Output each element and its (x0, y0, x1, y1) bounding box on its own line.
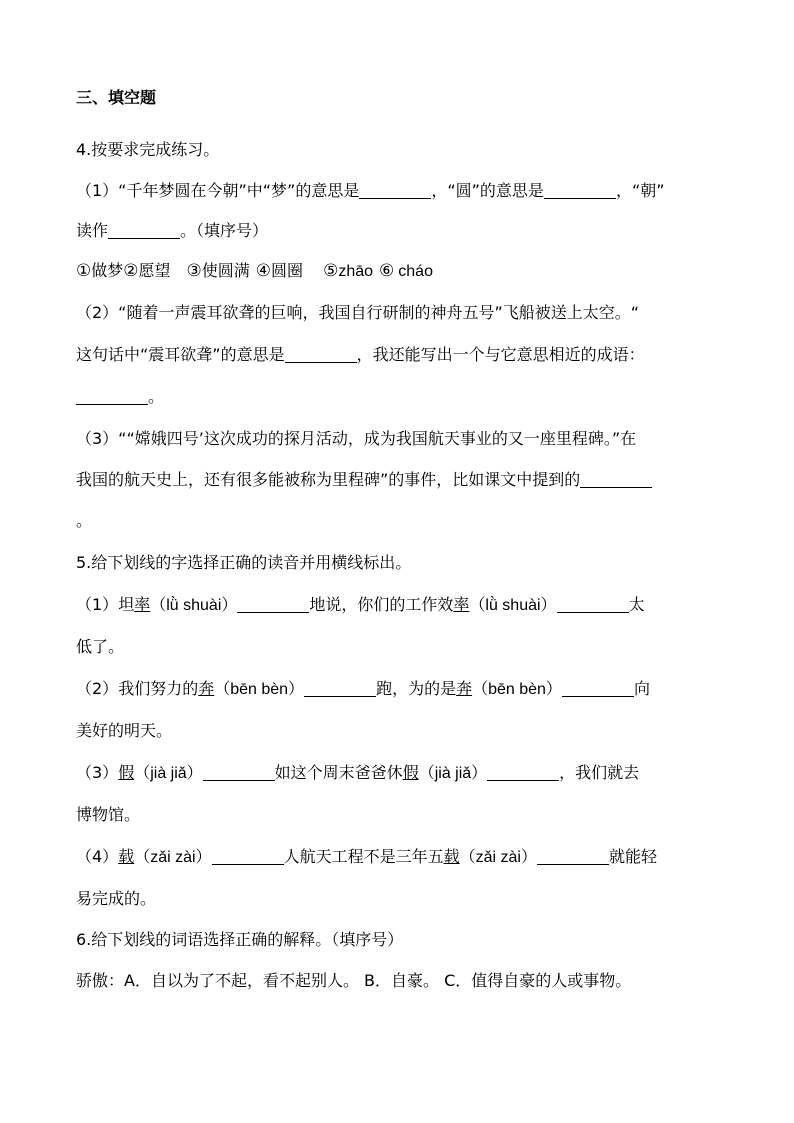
answer-blank[interactable] (212, 848, 284, 865)
option-number: ⑤ (323, 261, 339, 281)
item-text: 跑，为的是 (376, 679, 457, 698)
q5-item2-line2: 美好的明天。 (76, 721, 173, 740)
q4-part2-line1: （2）“随着一声震耳欲聋的巨响，我国自行研制的神舟五号”飞船被送上太空。“ (76, 303, 640, 322)
q4-part1-text-c: ，“朝” (615, 181, 665, 200)
answer-blank[interactable] (580, 471, 652, 488)
q5-item4-line1 (76, 846, 736, 869)
q6-title: 6.给下划线的词语选择正确的解释。（填序号） (76, 930, 404, 949)
underlined-char: 奔 (456, 679, 473, 698)
underlined-char: 率 (134, 595, 151, 614)
q4-part2-line3 (76, 386, 736, 408)
section-title: 三、填空题 (76, 88, 157, 107)
q5-item2-line1 (76, 678, 736, 701)
item-text: 就能轻 (608, 847, 657, 866)
option-number: ⑥ (379, 261, 395, 281)
q4-part3-line1: （3）““嫦娥四号’这次成功的探月活动，成为我国航天事业的又一座里程碑。”在 (76, 429, 637, 448)
underlined-char: 假 (118, 763, 135, 782)
q5-item3-line2: 博物馆。 (76, 805, 141, 824)
answer-blank[interactable] (76, 388, 148, 405)
answer-blank[interactable] (544, 182, 616, 199)
q4-part1-text-e: 。（填序号） (180, 221, 269, 240)
option-text: zhāo (338, 263, 374, 280)
item-label: （2） (76, 679, 119, 698)
item-text: 人航天工程不是三年五 (283, 847, 444, 866)
q4-part1-text-b: ，“圆”的意思是 (431, 181, 544, 200)
underlined-char: 奔 (198, 679, 215, 698)
q4-part1-text-a: （1）“千年梦圆在今朝”中“梦”的意思是 (76, 181, 360, 200)
answer-blank[interactable] (285, 346, 357, 363)
item-label: （1） (76, 595, 119, 614)
pinyin-choice[interactable]: （zǎi zài） (134, 849, 212, 866)
pinyin-choice[interactable]: （jià jiǎ） (418, 765, 488, 782)
option-number: ④ (255, 261, 272, 281)
underlined-char: 载 (118, 847, 135, 866)
item-label: （4） (76, 847, 119, 866)
q4-title: 4.按要求完成练习。 (76, 140, 220, 159)
option-text: 使圆满 (201, 261, 250, 280)
option-text: 圆圈 (271, 261, 304, 280)
option-text: 做梦 (91, 261, 124, 280)
q5-item1-line1 (76, 594, 736, 617)
item-text: 地说，你们的工作效 (309, 595, 454, 614)
option-number: ③ (186, 261, 202, 281)
answer-blank[interactable] (537, 848, 609, 865)
q4-part1-line2 (76, 220, 736, 242)
answer-blank[interactable] (359, 182, 431, 199)
q4-part2-text-d: 。 (148, 387, 165, 406)
q4-part2-text-b: 这句话中“震耳欲聋”的意思是 (76, 345, 285, 364)
answer-blank[interactable] (304, 680, 376, 697)
underlined-char: 率 (453, 595, 470, 614)
answer-blank[interactable] (557, 596, 629, 613)
item-label: （3） (76, 763, 119, 782)
q5-item4-line2: 易完成的。 (76, 889, 157, 908)
option-number: ② (123, 261, 139, 281)
underlined-char: 载 (443, 847, 460, 866)
pinyin-choice[interactable]: （zǎi zài） (459, 849, 537, 866)
q5-item1-line2: 低了。 (76, 637, 125, 656)
item-text: 如这个周末爸爸休 (274, 763, 403, 782)
answer-blank[interactable] (562, 680, 634, 697)
pinyin-choice[interactable]: （lǜ shuài） (150, 597, 238, 614)
answer-blank[interactable] (203, 764, 275, 781)
underlined-char: 假 (402, 763, 419, 782)
option-number: ① (76, 261, 92, 281)
pinyin-choice[interactable]: （bēn bèn） (472, 681, 562, 698)
answer-blank[interactable] (487, 764, 559, 781)
answer-blank[interactable] (108, 222, 180, 239)
answer-blank[interactable] (237, 596, 309, 613)
q4-part3-text-b: 我国的航天史上，还有很多能被称为里程碑”的事件，比如课文中提到的 (76, 470, 581, 489)
item-text: 向 (633, 679, 650, 698)
item-text: 坦 (118, 595, 135, 614)
q4-options (76, 260, 736, 283)
option-text: cháo (398, 263, 433, 280)
q5-title: 5.给下划线的字选择正确的读音并用横线标出。 (76, 553, 412, 572)
item-text: 太 (628, 595, 645, 614)
pinyin-choice[interactable]: （jià jiǎ） (134, 765, 203, 782)
q6-definition-line: 骄傲：A．自以为了不起，看不起别人。 B．自豪。 C．值得自豪的人或事物。 (76, 971, 632, 990)
item-text: ，我们就去 (559, 763, 640, 782)
option-text: 愿望 (138, 261, 171, 280)
q4-part3-line2 (76, 469, 736, 491)
item-text: 我们努力的 (118, 679, 199, 698)
pinyin-choice[interactable]: （lǜ shuài） (469, 597, 557, 614)
q5-item3-line1 (76, 762, 736, 785)
q4-part1-text-d: 读作 (76, 221, 109, 240)
pinyin-choice[interactable]: （bēn bèn） (214, 681, 305, 698)
q4-part1-line1 (76, 180, 736, 202)
q4-part2-text-c: ，我还能写出一个与它意思相近的成语： (356, 345, 645, 364)
q4-part3-line3: 。 (76, 511, 93, 530)
q4-part2-line2 (76, 344, 736, 366)
